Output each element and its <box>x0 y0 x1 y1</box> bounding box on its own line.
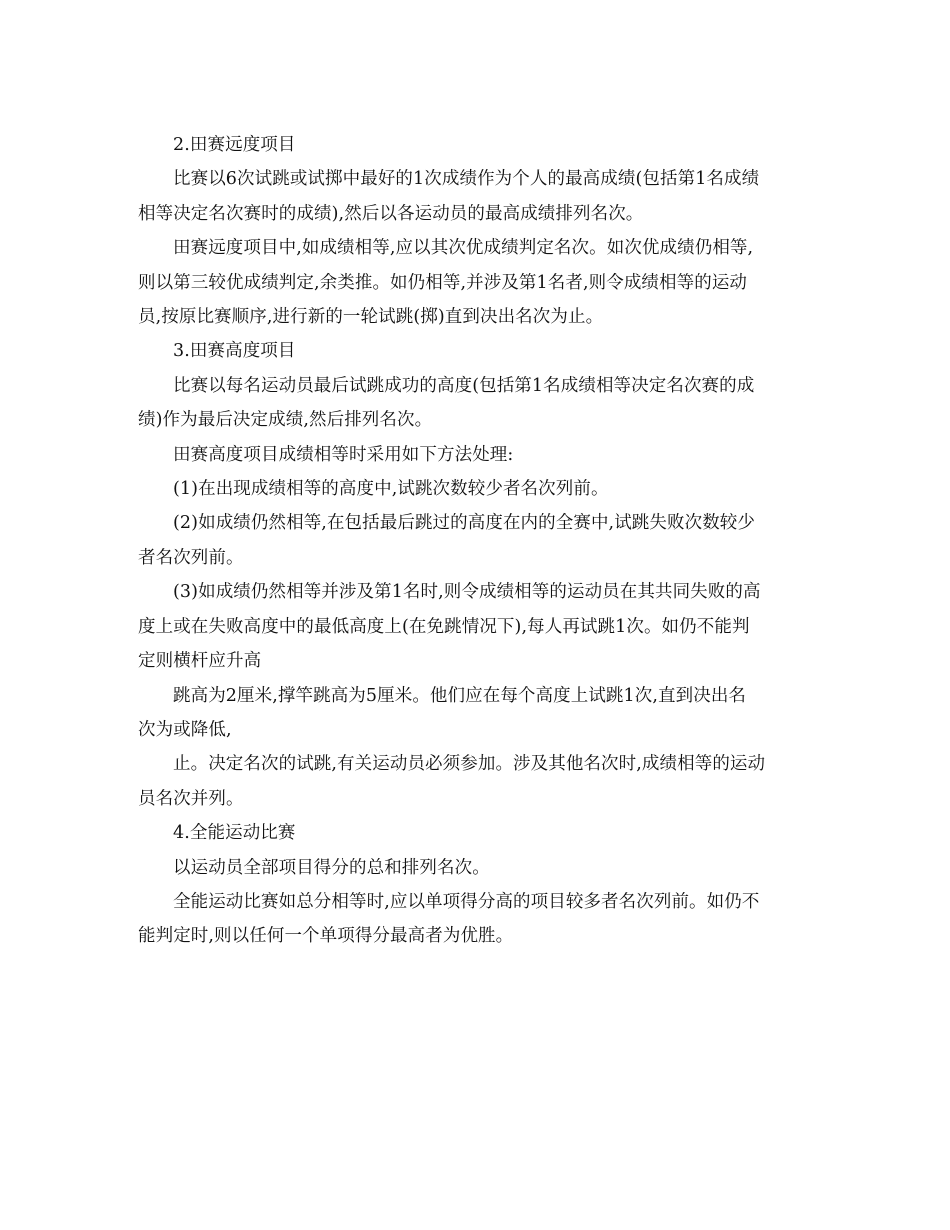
paragraph-line: 则以第三较优成绩判定,余类推。如仍相等,并涉及第1名者,则令成绩相等的运动 <box>138 272 748 293</box>
paragraph-line: 以运动员全部项目得分的总和排列名次。 <box>173 857 490 878</box>
paragraph-line: 比赛以6次试跳或试掷中最好的1次成绩作为个人的最高成绩(包括第1名成绩 <box>173 169 760 190</box>
paragraph-line: 相等决定名次赛时的成绩),然后以各运动员的最高成绩排列名次。 <box>138 203 644 224</box>
paragraph-line: 员名次并列。 <box>138 788 244 809</box>
paragraph-line: 定则横杆应升高 <box>138 651 262 672</box>
paragraph-line: 度上或在失败高度中的最低高度上(在免跳情况下),每人再试跳1次。如仍不能判 <box>138 616 750 637</box>
document-body <box>138 128 810 954</box>
paragraph-line: 能判定时,则以任何一个单项得分最高者为优胜。 <box>138 926 514 947</box>
paragraph-line: 止。决定名次的试跳,有关运动员必须参加。涉及其他名次时,成绩相等的运动 <box>173 754 766 775</box>
section-heading-field-height: 3.田赛高度项目 <box>173 341 296 362</box>
paragraph-line: 田赛远度项目中,如成绩相等,应以其次优成绩判定名次。如次优成绩仍相等, <box>173 238 754 259</box>
section-heading-field-distance: 2.田赛远度项目 <box>173 135 296 155</box>
section-heading-combined-events: 4.全能运动比赛 <box>173 823 296 844</box>
paragraph-line: 比赛以每名运动员最后试跳成功的高度(包括第1名成绩相等决定名次赛的成 <box>173 375 755 396</box>
paragraph-line: 全能运动比赛如总分相等时,应以单项得分高的项目较多者名次列前。如仍不 <box>173 891 760 912</box>
list-item-3: (3)如成绩仍然相等并涉及第1名时,则令成绩相等的运动员在其共同失败的高 <box>173 582 761 603</box>
paragraph-line: 跳高为2厘米,撑竿跳高为5厘米。他们应在每个高度上试跳1次,直到决出名 <box>173 685 747 706</box>
paragraph-line: 绩)作为最后决定成绩,然后排列名次。 <box>138 410 433 431</box>
paragraph-line: 员,按原比赛顺序,进行新的一轮试跳(掷)直到决出名次为止。 <box>138 307 604 328</box>
paragraph-line: 田赛高度项目成绩相等时采用如下方法处理: <box>173 444 514 465</box>
paragraph-line: 次为或降低, <box>138 719 232 740</box>
paragraph-line: 者名次列前。 <box>138 547 244 568</box>
list-item-2: (2)如成绩仍然相等,在包括最后跳过的高度在内的全赛中,试跳失败次数较少 <box>173 513 756 534</box>
list-item-1: (1)在出现成绩相等的高度中,试跳次数较少者名次列前。 <box>173 479 609 500</box>
